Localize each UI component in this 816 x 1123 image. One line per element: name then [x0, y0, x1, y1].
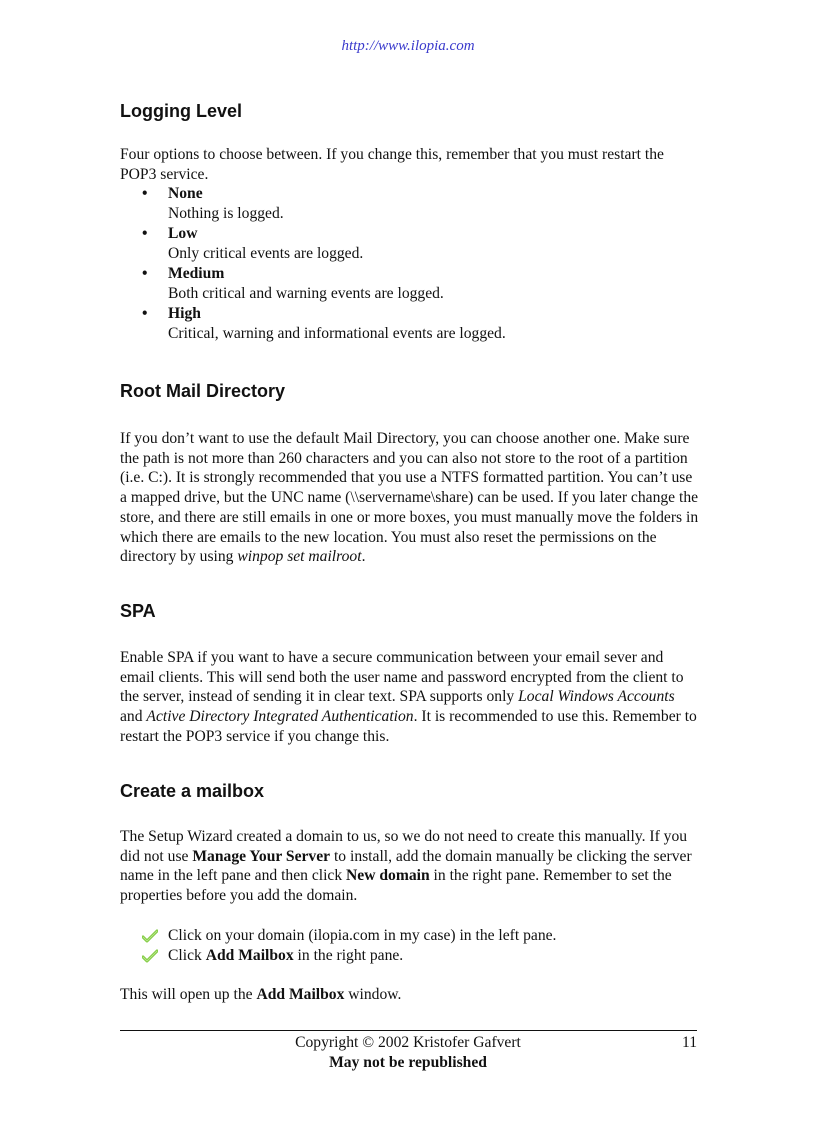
root-mail-paragraph	[120, 429, 700, 567]
option-desc: Critical, warning and informational events are logged.	[168, 325, 506, 342]
checkmark-icon	[142, 929, 158, 943]
spa-text-and: and	[120, 708, 147, 726]
list-item	[120, 224, 700, 264]
footer-divider	[120, 1030, 697, 1031]
option-desc: Nothing is logged.	[168, 205, 284, 222]
root-mail-text: If you don’t want to use the default Mail Directory, you can choose another one. Make sure the path is not more than 260 characters and you can also not store to the root of a partition (i.e. C:). It is strongly recommended that you use a NTFS formatted partition. You can’t use a mapped drive, but the UNC name (\\servername\share) can be used. If you later change the store, and there are still emails in one or more boxes, you must manually move the folders in which there are emails to the new location. You must also reset the permissions on the directory by using	[120, 430, 699, 566]
step-text: Click	[168, 946, 206, 964]
root-mail-command: winpop set mailroot	[237, 548, 362, 566]
step-strong: Add Mailbox	[205, 946, 294, 964]
header-url-link[interactable]: http://www.ilopia.com	[341, 38, 475, 54]
mailbox-text-end: in the right pane. Remember to set the properties before you add the domain.	[120, 867, 672, 905]
spa-text: Enable SPA if you want to have a secure communication between your email sever and email clients. This will send both the user name and password encrypted from the client to the server, instead of sending it in clear text. SPA supports only	[120, 649, 684, 706]
mailbox-paragraph	[120, 827, 700, 906]
bullet-icon: •	[142, 225, 148, 242]
step-text-end: in the right pane.	[293, 946, 404, 964]
closing-text-end: window.	[344, 986, 402, 1003]
closing-text: This will open up the	[120, 986, 257, 1003]
mailbox-steps-list	[120, 926, 700, 965]
bullet-icon: •	[142, 265, 148, 282]
create-mailbox-heading: Create a mailbox	[120, 781, 265, 801]
list-item	[120, 946, 700, 966]
list-item	[120, 184, 700, 224]
footer-copyright: Copyright © 2002 Kristofer Gafvert	[295, 1034, 521, 1051]
logging-options-list	[120, 184, 700, 344]
list-item	[120, 304, 700, 344]
step-text: Click on your domain (ilopia.com in my case) in the left pane.	[168, 927, 557, 944]
spa-em-ad-auth: Active Directory Integrated Authentication	[146, 708, 414, 726]
mailbox-strong-manage-server: Manage Your Server	[192, 847, 331, 865]
option-term: None	[168, 185, 203, 202]
closing-strong: Add Mailbox	[256, 986, 345, 1003]
mailbox-closing	[120, 985, 700, 1005]
logging-intro: Four options to choose between. If you change this, remember that you must restart the POP3 service.	[120, 146, 664, 183]
option-term: Medium	[168, 265, 225, 282]
option-term: Low	[168, 225, 198, 242]
mailbox-text-mid: to install, add the domain manually be clicking the server name in the left pane and then click	[120, 847, 692, 885]
mailbox-text: The Setup Wizard created a domain to us, so we do not need to create this manually. If you did not use	[120, 828, 688, 865]
root-mail-directory-heading: Root Mail Directory	[120, 381, 286, 401]
spa-em-local-accounts: Local Windows Accounts	[518, 688, 675, 706]
root-mail-text-end: .	[361, 548, 366, 566]
logging-level-heading: Logging Level	[120, 101, 243, 121]
option-term: High	[168, 305, 201, 322]
checkmark-icon	[142, 949, 158, 963]
spa-text-end: . It is recommended to use this. Remember to restart the POP3 service if you change this.	[120, 708, 697, 745]
list-item	[120, 264, 700, 304]
spa-heading: SPA	[120, 601, 156, 621]
page-number: 11	[681, 1034, 697, 1051]
option-desc: Only critical events are logged.	[168, 245, 364, 262]
mailbox-strong-new-domain: New domain	[346, 867, 430, 885]
bullet-icon: •	[142, 185, 148, 202]
bullet-icon: •	[142, 305, 148, 322]
spa-paragraph	[120, 648, 700, 747]
list-item	[120, 926, 700, 946]
footer-notice: May not be republished	[329, 1054, 487, 1071]
option-desc: Both critical and warning events are logged.	[168, 285, 444, 302]
